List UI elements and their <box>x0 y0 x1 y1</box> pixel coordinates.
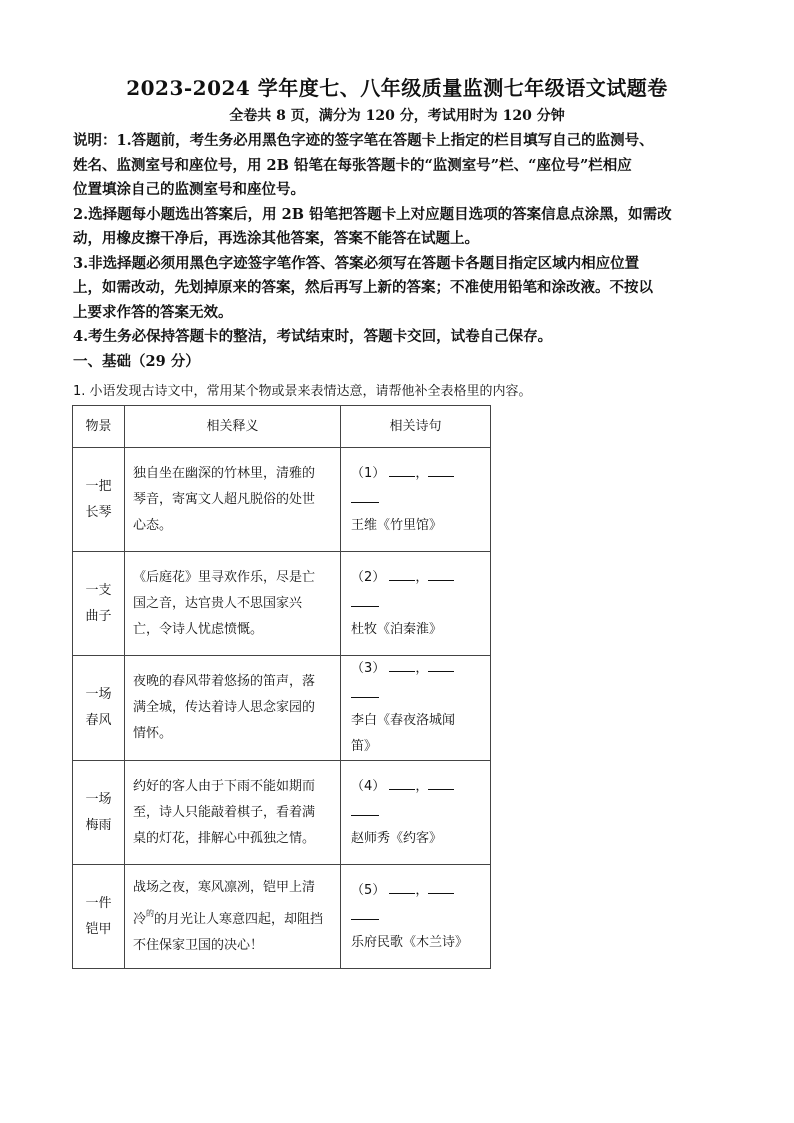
explanation-text: 夜晚的春风带着悠扬的笛声，落 <box>133 674 316 689</box>
header-object: 物景 <box>73 406 125 448</box>
header-poem: 相关诗句 <box>341 406 491 448</box>
table-row <box>73 552 491 656</box>
explanation-text: 战场之夜，寒风凛冽，铠甲上清 <box>133 879 316 895</box>
blank-number: （3） <box>351 661 386 676</box>
dash <box>351 807 379 816</box>
dash <box>351 911 379 920</box>
instruction-line: 位置填涂自己的监测室号和座位号。 <box>73 181 305 198</box>
poem-cell: （3） ， 李白《春夜洛城闻 笛》 <box>341 656 491 761</box>
instruction-line: 动，用橡皮擦干净后，再选涂其他答案，答案不能答在试题上。 <box>73 230 479 247</box>
explanation-text: 情怀。 <box>133 726 173 741</box>
exam-title: 2023-2024 学年度七、八年级质量监测七年级语文试题卷 <box>126 76 668 100</box>
object-cell <box>73 552 125 656</box>
blank-number: （2） <box>351 569 386 585</box>
object-text: 一场 <box>85 791 112 807</box>
poem-source: 杜牧《泊秦淮》 <box>351 621 443 637</box>
explanation-text: 桌的灯花，排解心中孤独之情。 <box>133 830 316 846</box>
explanation-text: 国之音，达官贵人不思国家兴 <box>133 595 303 611</box>
answer-blank[interactable] <box>389 881 415 894</box>
object-text: 一支 <box>85 582 112 598</box>
poem-source: 笛》 <box>351 739 378 754</box>
blank-number: （1） <box>351 465 386 481</box>
answer-blank[interactable] <box>428 568 454 581</box>
poem-cell: （4） ， 赵师秀《约客》 <box>341 761 491 865</box>
blank-number: （4） <box>351 778 386 794</box>
explanation-text: 独自坐在幽深的竹林里，清雅的 <box>133 465 316 481</box>
explanation-text: 琴音，寄寓文人超凡脱俗的处世 <box>133 491 316 507</box>
object-text: 梅雨 <box>85 817 112 833</box>
answer-blank[interactable] <box>428 464 454 477</box>
instruction-line: 姓名、监测室号和座位号，用 2B 铅笔在每张答题卡的“监测室号”栏、“座位号”栏相应 <box>73 156 632 174</box>
answer-blank[interactable] <box>389 464 415 477</box>
explanation-text: 至，诗人只能敲着棋子，看着满 <box>133 804 316 820</box>
object-cell <box>73 656 125 761</box>
poem-cell: （2） ， 杜牧《泊秦淮》 <box>341 552 491 656</box>
section-heading: 一、基础（29 分） <box>73 353 200 370</box>
explanation-cell <box>125 448 341 552</box>
superscript-char: 的 <box>146 908 155 918</box>
object-cell <box>73 448 125 552</box>
dash <box>351 494 379 503</box>
explanation-text: 约好的客人由于下雨不能如期而 <box>133 778 316 794</box>
object-cell <box>73 865 125 969</box>
explanation-rest: 的月光让人寒意四起，却阻挡 <box>154 911 324 927</box>
explanation-text: 心态。 <box>133 517 173 533</box>
question-1-text: 1. 小语发现古诗文中，常用某个物或景来表情达意，请帮他补全表格里的内容。 <box>73 384 532 399</box>
explanation-prefix: 冷 <box>133 911 147 927</box>
explanation-cell <box>125 865 341 969</box>
object-text: 曲子 <box>85 608 112 624</box>
instruction-line: 上，如需改动，先划掉原来的答案，然后再写上新的答案；不准使用铅笔和涂改液。不按以 <box>73 279 653 296</box>
exam-subtitle: 全卷共 8 页，满分为 120 分，考试用时为 120 分钟 <box>229 108 565 124</box>
table-header-row <box>73 406 491 448</box>
answer-blank[interactable] <box>389 659 415 672</box>
instruction-line: 4.考生务必保持答题卡的整洁，考试结束时，答题卡交回，试卷自己保存。 <box>73 328 553 345</box>
answer-blank[interactable] <box>428 659 454 672</box>
instruction-line: 2.选择题每小题选出答案后，用 2B 铅笔把答题卡上对应题目选项的答案信息点涂黑，如需改 <box>73 205 672 223</box>
poem-cell: （5） ， 乐府民歌《木兰诗》 <box>341 865 491 969</box>
instruction-line: 上要求作答的答案无效。 <box>73 303 233 321</box>
answer-blank[interactable] <box>389 568 415 581</box>
explanation-cell <box>125 761 341 865</box>
table-row <box>73 656 491 761</box>
table-row <box>73 865 491 969</box>
object-text: 一把 <box>85 478 112 494</box>
poem-source: 王维《竹里馆》 <box>351 517 443 533</box>
poem-cell: （1） ， 王维《竹里馆》 <box>341 448 491 552</box>
blank-number: （5） <box>351 882 386 898</box>
header-explanation: 相关释义 <box>125 406 341 448</box>
explanation-cell <box>125 552 341 656</box>
instruction-line: 3.非选择题必须用黑色字迹签字笔作答、答案必须写在答题卡各题目指定区域内相应位置 <box>73 254 640 272</box>
explanation-text: 满全城，传达着诗人思念家园的 <box>133 700 316 715</box>
explanation-text: 不住保家卫国的决心！ <box>133 937 264 953</box>
instructions <box>73 129 733 350</box>
table-row <box>73 761 491 865</box>
answer-blank[interactable] <box>428 881 454 894</box>
dash <box>351 689 379 698</box>
instruction-line: 说明：1.答题前，考生务必用黑色字迹的签字笔在答题卡上指定的栏目填写自己的监测号、 <box>73 132 654 149</box>
poem-table <box>72 405 491 969</box>
object-cell <box>73 761 125 865</box>
poem-source: 乐府民歌《木兰诗》 <box>351 934 469 950</box>
answer-blank[interactable] <box>389 777 415 790</box>
object-text: 长琴 <box>85 504 112 520</box>
poem-source: 李白《春夜洛城闻 <box>351 713 456 728</box>
table-row <box>73 448 491 552</box>
explanation-text: 亡，令诗人忧虑愤慨。 <box>133 621 264 637</box>
object-text: 铠甲 <box>85 921 112 937</box>
poem-source: 赵师秀《约客》 <box>351 830 443 846</box>
object-text: 一场 <box>85 687 112 702</box>
object-text: 春风 <box>85 713 112 728</box>
explanation-cell <box>125 656 341 761</box>
dash <box>351 598 379 607</box>
answer-blank[interactable] <box>428 777 454 790</box>
object-text: 一件 <box>85 895 112 911</box>
explanation-text: 《后庭花》里寻欢作乐，尽是亡 <box>133 569 316 585</box>
explanation-text <box>133 901 332 933</box>
